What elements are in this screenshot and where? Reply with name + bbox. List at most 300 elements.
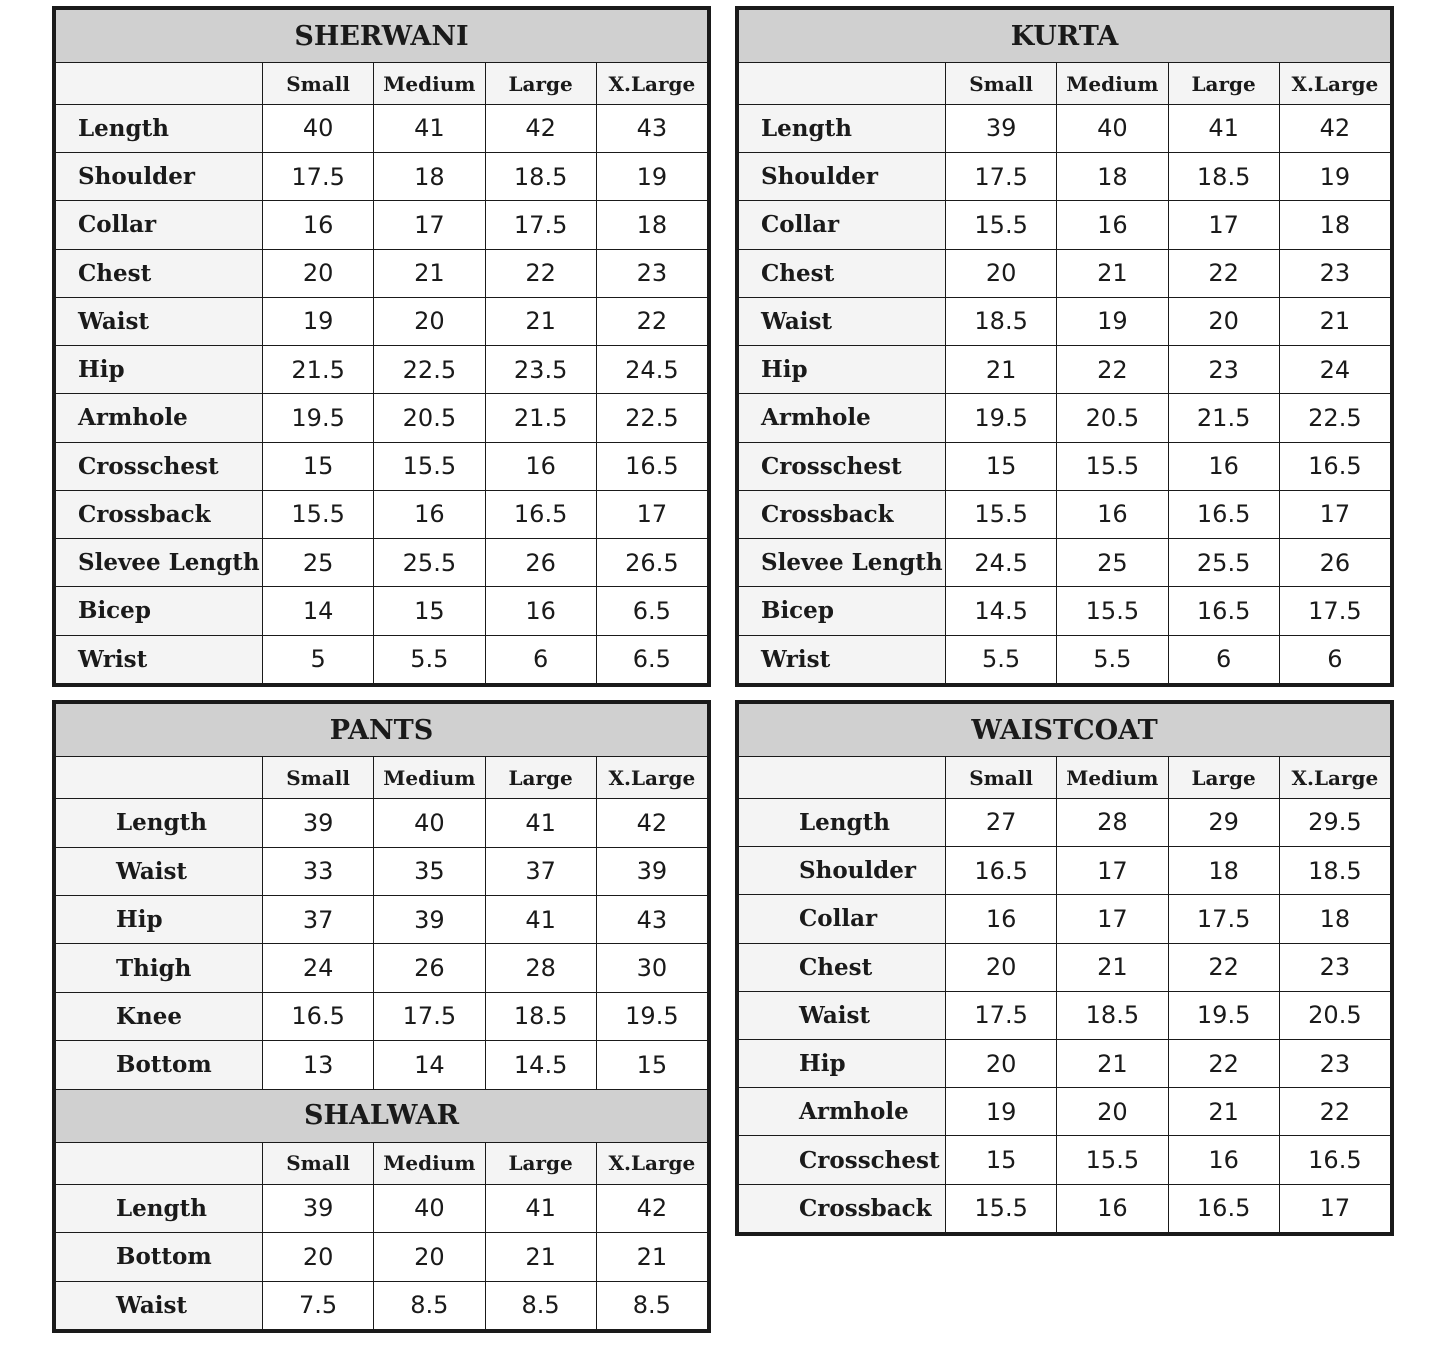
sherwani-cell: 17 xyxy=(596,490,707,538)
kurta-row-label: Crosschest xyxy=(739,442,946,490)
shalwar-col-header: X.Large xyxy=(596,1143,707,1185)
pants-col-header: Medium xyxy=(374,757,485,799)
kurta-cell: 17 xyxy=(1168,201,1279,249)
sherwani-cell: 26 xyxy=(485,539,596,587)
waistcoat-cell: 17 xyxy=(1057,895,1168,943)
waistcoat-title-row xyxy=(739,704,1391,757)
pants-cell: 40 xyxy=(374,799,485,847)
kurta-col-header: Large xyxy=(1168,63,1279,105)
pants-row xyxy=(56,847,708,895)
sherwani-cell: 19 xyxy=(596,153,707,201)
kurta-col-header: Medium xyxy=(1057,63,1168,105)
sherwani-cell: 22 xyxy=(596,297,707,345)
sherwani-title: SHERWANI xyxy=(56,10,708,63)
shalwar-cell: 20 xyxy=(263,1233,374,1281)
waistcoat-row-label: Shoulder xyxy=(739,847,946,895)
sherwani-row-label: Wrist xyxy=(56,635,263,683)
sherwani-cell: 40 xyxy=(263,104,374,152)
sherwani-row-label: Hip xyxy=(56,346,263,394)
waistcoat-col-header: X.Large xyxy=(1279,757,1390,799)
pants-header-row xyxy=(56,757,708,799)
kurta-cell: 14.5 xyxy=(946,587,1057,635)
kurta-row-label: Crossback xyxy=(739,490,946,538)
sherwani-cell: 43 xyxy=(596,104,707,152)
waistcoat-col-header: Large xyxy=(1168,757,1279,799)
waistcoat-cell: 17 xyxy=(1279,1184,1390,1232)
kurta-cell: 16 xyxy=(1168,442,1279,490)
sherwani-row-label: Chest xyxy=(56,249,263,297)
waistcoat-cell: 21 xyxy=(1168,1088,1279,1136)
kurta-cell: 23 xyxy=(1168,346,1279,394)
sherwani-col-header: X.Large xyxy=(596,63,707,105)
sherwani-row xyxy=(56,153,708,201)
kurta-cell: 21 xyxy=(1279,297,1390,345)
kurta-cell: 6 xyxy=(1279,635,1390,683)
sherwani-cell: 23 xyxy=(596,249,707,297)
sherwani-row xyxy=(56,442,708,490)
pants-col-header: X.Large xyxy=(596,757,707,799)
pants-row-label: Thigh xyxy=(56,944,263,992)
kurta-row xyxy=(739,394,1391,442)
waistcoat-table xyxy=(738,703,1391,1233)
waistcoat-cell: 22 xyxy=(1168,943,1279,991)
kurta-row xyxy=(739,490,1391,538)
sherwani-cell: 5 xyxy=(263,635,374,683)
kurta-cell: 18 xyxy=(1057,153,1168,201)
waistcoat-cell: 17.5 xyxy=(946,991,1057,1039)
sherwani-cell: 20.5 xyxy=(374,394,485,442)
waistcoat-cell: 15.5 xyxy=(946,1184,1057,1232)
pants-cell: 28 xyxy=(485,944,596,992)
sherwani-cell: 14 xyxy=(263,587,374,635)
kurta-header-row xyxy=(739,63,1391,105)
shalwar-title-row xyxy=(56,1089,708,1142)
sherwani-row-label: Collar xyxy=(56,201,263,249)
sherwani-cell: 22 xyxy=(485,249,596,297)
waistcoat-cell: 20 xyxy=(1057,1088,1168,1136)
kurta-cell: 21 xyxy=(946,346,1057,394)
sherwani-cell: 16 xyxy=(485,587,596,635)
waistcoat-cell: 22 xyxy=(1168,1039,1279,1087)
sherwani-cell: 18.5 xyxy=(485,153,596,201)
shalwar-col-header: Medium xyxy=(374,1143,485,1185)
waistcoat-row-label: Armhole xyxy=(739,1088,946,1136)
shalwar-row-label: Bottom xyxy=(56,1233,263,1281)
waistcoat-cell: 20 xyxy=(946,1039,1057,1087)
waistcoat-row xyxy=(739,1136,1391,1184)
kurta-cell: 25 xyxy=(1057,539,1168,587)
sherwani-row-label: Waist xyxy=(56,297,263,345)
waistcoat-cell: 21 xyxy=(1057,943,1168,991)
kurta-header-corner xyxy=(739,63,946,105)
sherwani-cell: 16.5 xyxy=(485,490,596,538)
waistcoat-row-label: Length xyxy=(739,798,946,846)
waistcoat-cell: 27 xyxy=(946,798,1057,846)
waistcoat-cell: 19 xyxy=(946,1088,1057,1136)
kurta-cell: 19 xyxy=(1057,297,1168,345)
waistcoat-row-label: Chest xyxy=(739,943,946,991)
pants-cell: 37 xyxy=(263,895,374,943)
waistcoat-cell: 20.5 xyxy=(1279,991,1390,1039)
waistcoat-row xyxy=(739,991,1391,1039)
kurta-row xyxy=(739,201,1391,249)
kurta-row xyxy=(739,249,1391,297)
pants-cell: 39 xyxy=(263,799,374,847)
pants-shalwar-table xyxy=(55,703,708,1330)
sherwani-cell: 15 xyxy=(263,442,374,490)
kurta-cell: 26 xyxy=(1279,539,1390,587)
waistcoat-header-row xyxy=(739,757,1391,799)
shalwar-cell: 21 xyxy=(485,1233,596,1281)
kurta-row xyxy=(739,153,1391,201)
waistcoat-cell: 23 xyxy=(1279,1039,1390,1087)
sherwani-row xyxy=(56,249,708,297)
shalwar-header-corner xyxy=(56,1143,263,1185)
shalwar-header-row xyxy=(56,1143,708,1185)
pants-row xyxy=(56,992,708,1040)
waistcoat-cell: 16.5 xyxy=(946,847,1057,895)
pants-cell: 17.5 xyxy=(374,992,485,1040)
sherwani-row-label: Crossback xyxy=(56,490,263,538)
kurta-cell: 16.5 xyxy=(1168,490,1279,538)
pants-cell: 30 xyxy=(596,944,707,992)
kurta-cell: 22 xyxy=(1168,249,1279,297)
kurta-cell: 20.5 xyxy=(1057,394,1168,442)
sherwani-table xyxy=(55,9,708,684)
kurta-row xyxy=(739,346,1391,394)
waistcoat-col-header: Medium xyxy=(1057,757,1168,799)
pants-cell: 37 xyxy=(485,847,596,895)
kurta-cell: 22.5 xyxy=(1279,394,1390,442)
waistcoat-row xyxy=(739,847,1391,895)
sherwani-cell: 21.5 xyxy=(485,394,596,442)
kurta-row-label: Slevee Length xyxy=(739,539,946,587)
sherwani-cell: 42 xyxy=(485,104,596,152)
shalwar-col-header: Small xyxy=(263,1143,374,1185)
waistcoat-cell: 16 xyxy=(1057,1184,1168,1232)
kurta-row-label: Waist xyxy=(739,297,946,345)
sherwani-cell: 23.5 xyxy=(485,346,596,394)
waistcoat-row xyxy=(739,1184,1391,1232)
sherwani-row-label: Slevee Length xyxy=(56,539,263,587)
pants-row xyxy=(56,895,708,943)
kurta-cell: 5.5 xyxy=(946,635,1057,683)
pants-row-label: Waist xyxy=(56,847,263,895)
sherwani-cell: 26.5 xyxy=(596,539,707,587)
kurta-cell: 17 xyxy=(1279,490,1390,538)
shalwar-title: SHALWAR xyxy=(56,1089,708,1142)
kurta-cell: 23 xyxy=(1279,249,1390,297)
pants-title: PANTS xyxy=(56,704,708,757)
kurta-cell: 21 xyxy=(1057,249,1168,297)
shalwar-cell: 8.5 xyxy=(596,1281,707,1329)
kurta-cell: 20 xyxy=(946,249,1057,297)
kurta-cell: 22 xyxy=(1057,346,1168,394)
waistcoat-row-label: Crossback xyxy=(739,1184,946,1232)
kurta-col-header: Small xyxy=(946,63,1057,105)
sherwani-row xyxy=(56,539,708,587)
kurta-table xyxy=(738,9,1391,684)
kurta-cell: 24.5 xyxy=(946,539,1057,587)
sherwani-cell: 6.5 xyxy=(596,635,707,683)
pants-row xyxy=(56,799,708,847)
sherwani-cell: 18 xyxy=(374,153,485,201)
sherwani-row-label: Bicep xyxy=(56,587,263,635)
waistcoat-cell: 16 xyxy=(946,895,1057,943)
kurta-row-label: Shoulder xyxy=(739,153,946,201)
shalwar-row xyxy=(56,1281,708,1329)
sherwani-cell: 17 xyxy=(374,201,485,249)
kurta-cell: 41 xyxy=(1168,104,1279,152)
kurta-cell: 40 xyxy=(1057,104,1168,152)
waistcoat-cell: 16 xyxy=(1168,1136,1279,1184)
kurta-cell: 42 xyxy=(1279,104,1390,152)
shalwar-col-header: Large xyxy=(485,1143,596,1185)
sherwani-row xyxy=(56,635,708,683)
sherwani-header-row xyxy=(56,63,708,105)
sherwani-cell: 6.5 xyxy=(596,587,707,635)
kurta-col-header: X.Large xyxy=(1279,63,1390,105)
pants-cell: 33 xyxy=(263,847,374,895)
pants-cell: 15 xyxy=(596,1041,707,1089)
sherwani-col-header: Large xyxy=(485,63,596,105)
sherwani-cell: 18 xyxy=(596,201,707,249)
sherwani-header-corner xyxy=(56,63,263,105)
sherwani-cell: 16 xyxy=(374,490,485,538)
pants-cell: 16.5 xyxy=(263,992,374,1040)
pants-cell: 24 xyxy=(263,944,374,992)
shalwar-row-label: Length xyxy=(56,1184,263,1232)
kurta-title: KURTA xyxy=(739,10,1391,63)
waistcoat-cell: 19.5 xyxy=(1168,991,1279,1039)
sherwani-row-label: Crosschest xyxy=(56,442,263,490)
sherwani-row xyxy=(56,587,708,635)
kurta-row xyxy=(739,297,1391,345)
pants-cell: 13 xyxy=(263,1041,374,1089)
waistcoat-cell: 15 xyxy=(946,1136,1057,1184)
sherwani-cell: 16 xyxy=(485,442,596,490)
pants-row-label: Hip xyxy=(56,895,263,943)
pants-cell: 35 xyxy=(374,847,485,895)
kurta-row-label: Armhole xyxy=(739,394,946,442)
kurta-cell: 24 xyxy=(1279,346,1390,394)
sherwani-row xyxy=(56,394,708,442)
pants-row xyxy=(56,1041,708,1089)
kurta-cell: 15.5 xyxy=(1057,587,1168,635)
kurta-row xyxy=(739,104,1391,152)
sherwani-cell: 5.5 xyxy=(374,635,485,683)
sherwani-row-label: Shoulder xyxy=(56,153,263,201)
kurta-row-label: Wrist xyxy=(739,635,946,683)
pants-cell: 14 xyxy=(374,1041,485,1089)
kurta-cell: 18.5 xyxy=(946,297,1057,345)
waistcoat-cell: 15.5 xyxy=(1057,1136,1168,1184)
kurta-cell: 6 xyxy=(1168,635,1279,683)
waistcoat-cell: 22 xyxy=(1279,1088,1390,1136)
waistcoat-row xyxy=(739,1039,1391,1087)
sherwani-cell: 20 xyxy=(263,249,374,297)
kurta-row xyxy=(739,442,1391,490)
sherwani-row xyxy=(56,346,708,394)
waistcoat-cell: 23 xyxy=(1279,943,1390,991)
shalwar-row xyxy=(56,1184,708,1232)
kurta-cell: 18 xyxy=(1279,201,1390,249)
sherwani-cell: 21 xyxy=(485,297,596,345)
shalwar-cell: 8.5 xyxy=(485,1281,596,1329)
sherwani-cell: 6 xyxy=(485,635,596,683)
waistcoat-title: WAISTCOAT xyxy=(739,704,1391,757)
pants-cell: 18.5 xyxy=(485,992,596,1040)
shalwar-cell: 40 xyxy=(374,1184,485,1232)
shalwar-cell: 8.5 xyxy=(374,1281,485,1329)
shalwar-cell: 20 xyxy=(374,1233,485,1281)
pants-cell: 19.5 xyxy=(596,992,707,1040)
kurta-cell: 15.5 xyxy=(946,490,1057,538)
shalwar-cell: 41 xyxy=(485,1184,596,1232)
kurta-cell: 15.5 xyxy=(946,201,1057,249)
waistcoat-cell: 16.5 xyxy=(1279,1136,1390,1184)
sherwani-cell: 17.5 xyxy=(263,153,374,201)
waistcoat-header-corner xyxy=(739,757,946,799)
sherwani-row-label: Length xyxy=(56,104,263,152)
sherwani-cell: 22.5 xyxy=(596,394,707,442)
waistcoat-row xyxy=(739,798,1391,846)
pants-col-header: Small xyxy=(263,757,374,799)
kurta-cell: 15.5 xyxy=(1057,442,1168,490)
waistcoat-cell: 18 xyxy=(1279,895,1390,943)
kurta-cell: 16 xyxy=(1057,201,1168,249)
waistcoat-row xyxy=(739,943,1391,991)
sherwani-cell: 15 xyxy=(374,587,485,635)
kurta-cell: 16.5 xyxy=(1168,587,1279,635)
waistcoat-row-label: Hip xyxy=(739,1039,946,1087)
kurta-row-label: Chest xyxy=(739,249,946,297)
sherwani-cell: 15.5 xyxy=(263,490,374,538)
kurta-title-row xyxy=(739,10,1391,63)
pants-cell: 26 xyxy=(374,944,485,992)
kurta-cell: 17.5 xyxy=(1279,587,1390,635)
waistcoat-cell: 16.5 xyxy=(1168,1184,1279,1232)
kurta-cell: 19 xyxy=(1279,153,1390,201)
kurta-row xyxy=(739,635,1391,683)
kurta-cell: 39 xyxy=(946,104,1057,152)
waistcoat-row-label: Crosschest xyxy=(739,1136,946,1184)
kurta-cell: 16.5 xyxy=(1279,442,1390,490)
waistcoat-cell: 21 xyxy=(1057,1039,1168,1087)
waistcoat-cell: 18 xyxy=(1168,847,1279,895)
sherwani-col-header: Small xyxy=(263,63,374,105)
shalwar-cell: 7.5 xyxy=(263,1281,374,1329)
sherwani-cell: 41 xyxy=(374,104,485,152)
waistcoat-cell: 18.5 xyxy=(1279,847,1390,895)
sherwani-cell: 21 xyxy=(374,249,485,297)
sherwani-cell: 21.5 xyxy=(263,346,374,394)
pants-col-header: Large xyxy=(485,757,596,799)
kurta-size-chart xyxy=(735,6,1394,687)
pants-cell: 41 xyxy=(485,799,596,847)
sherwani-cell: 19 xyxy=(263,297,374,345)
kurta-row-label: Bicep xyxy=(739,587,946,635)
kurta-cell: 21.5 xyxy=(1168,394,1279,442)
sherwani-cell: 25.5 xyxy=(374,539,485,587)
shalwar-cell: 42 xyxy=(596,1184,707,1232)
waistcoat-col-header: Small xyxy=(946,757,1057,799)
sherwani-cell: 15.5 xyxy=(374,442,485,490)
kurta-cell: 16 xyxy=(1057,490,1168,538)
sherwani-size-chart xyxy=(52,6,711,687)
sherwani-cell: 22.5 xyxy=(374,346,485,394)
sherwani-row-label: Armhole xyxy=(56,394,263,442)
pants-cell: 39 xyxy=(374,895,485,943)
sherwani-cell: 17.5 xyxy=(485,201,596,249)
kurta-row-label: Length xyxy=(739,104,946,152)
kurta-row-label: Collar xyxy=(739,201,946,249)
sherwani-title-row xyxy=(56,10,708,63)
pants-cell: 43 xyxy=(596,895,707,943)
kurta-cell: 17.5 xyxy=(946,153,1057,201)
kurta-cell: 25.5 xyxy=(1168,539,1279,587)
sherwani-row xyxy=(56,104,708,152)
shalwar-row xyxy=(56,1233,708,1281)
sherwani-cell: 16 xyxy=(263,201,374,249)
sherwani-row xyxy=(56,297,708,345)
pants-row-label: Bottom xyxy=(56,1041,263,1089)
waistcoat-cell: 17 xyxy=(1057,847,1168,895)
pants-cell: 39 xyxy=(596,847,707,895)
pants-row-label: Knee xyxy=(56,992,263,1040)
shalwar-cell: 39 xyxy=(263,1184,374,1232)
waistcoat-cell: 29 xyxy=(1168,798,1279,846)
kurta-row xyxy=(739,539,1391,587)
pants-cell: 41 xyxy=(485,895,596,943)
kurta-row-label: Hip xyxy=(739,346,946,394)
kurta-cell: 18.5 xyxy=(1168,153,1279,201)
pants-cell: 14.5 xyxy=(485,1041,596,1089)
pants-shalwar-size-chart xyxy=(52,700,711,1333)
shalwar-cell: 21 xyxy=(596,1233,707,1281)
waistcoat-row xyxy=(739,895,1391,943)
pants-row xyxy=(56,944,708,992)
waistcoat-row-label: Collar xyxy=(739,895,946,943)
waistcoat-cell: 17.5 xyxy=(1168,895,1279,943)
sherwani-cell: 24.5 xyxy=(596,346,707,394)
waistcoat-cell: 28 xyxy=(1057,798,1168,846)
pants-header-corner xyxy=(56,757,263,799)
kurta-row xyxy=(739,587,1391,635)
sherwani-col-header: Medium xyxy=(374,63,485,105)
waistcoat-row-label: Waist xyxy=(739,991,946,1039)
pants-title-row xyxy=(56,704,708,757)
sherwani-row xyxy=(56,490,708,538)
kurta-cell: 15 xyxy=(946,442,1057,490)
shalwar-row-label: Waist xyxy=(56,1281,263,1329)
waistcoat-cell: 18.5 xyxy=(1057,991,1168,1039)
waistcoat-size-chart xyxy=(735,700,1394,1236)
sherwani-row xyxy=(56,201,708,249)
kurta-cell: 20 xyxy=(1168,297,1279,345)
sherwani-cell: 25 xyxy=(263,539,374,587)
kurta-cell: 5.5 xyxy=(1057,635,1168,683)
waistcoat-cell: 20 xyxy=(946,943,1057,991)
waistcoat-row xyxy=(739,1088,1391,1136)
sherwani-cell: 20 xyxy=(374,297,485,345)
pants-cell: 42 xyxy=(596,799,707,847)
pants-row-label: Length xyxy=(56,799,263,847)
sherwani-cell: 19.5 xyxy=(263,394,374,442)
waistcoat-cell: 29.5 xyxy=(1279,798,1390,846)
sherwani-cell: 16.5 xyxy=(596,442,707,490)
kurta-cell: 19.5 xyxy=(946,394,1057,442)
